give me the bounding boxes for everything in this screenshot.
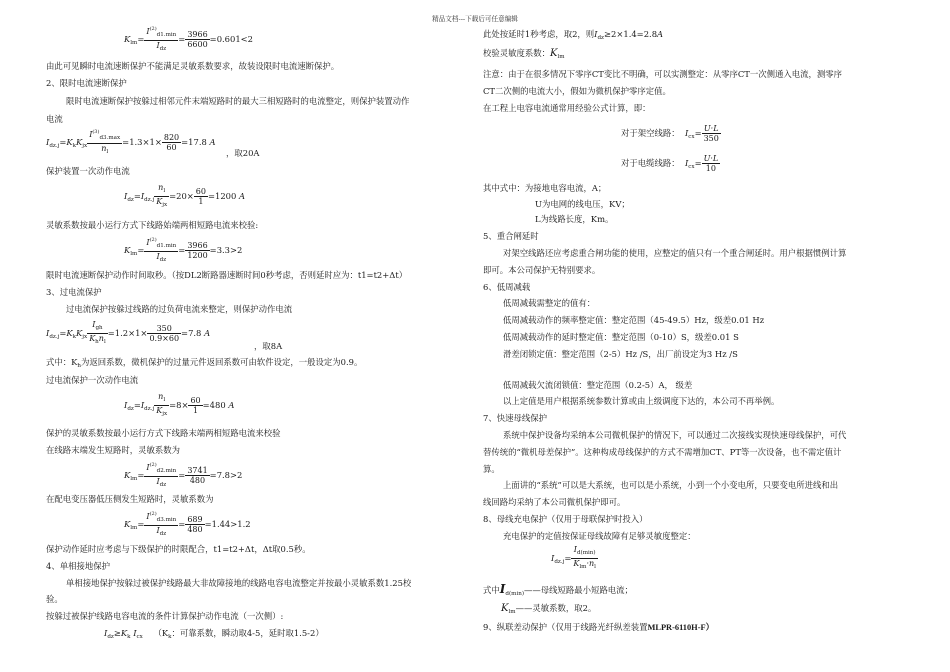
note-8a: ，取8A [254,341,283,351]
paragraph-1: 由此可见瞬时电流速断保护不能满足灵敏系数要求，故装设限时电流速断保护。 [46,61,340,71]
paragraph-11: 在配电变压器低压侧发生短路时，灵敏系数为 [46,494,214,504]
page-header: 精品文档---下载后可任意编辑 [432,15,518,23]
right-paragraph-15: 低周减载动作的延时整定值：整定范围（0-10）S，级差0.01 S [503,332,739,342]
right-paragraph-10: L为线路长度，Km。 [535,214,614,224]
paragraph-9: 保护的灵敏系数按最小运行方式下线路末端两相短路电流来校验 [46,428,281,438]
section-9-heading: 9、纵联差动保护（仅用于线路光纤纵差装置MLPR-6110H-F） [483,622,714,632]
right-paragraph-16: 滑差闭锁定值：整定范围（2-5）Hz /S，出厂前设定为3 Hz /S [503,349,738,359]
formula-klm-3: $K_{lm}=$ $\frac{I^{(2)}_{d2.min}}{I_{dz}}$ = $\frac{3741}{480}$ =7.8>2 [124,462,243,488]
formula-klm-2: $K_{lm}=$ $\frac{I^{(2)}_{d1.min}}{I_{dz}}$ = $\frac{3966}{1200}$ =3.3>2 [124,237,243,263]
right-paragraph-1: 此处按延时1秒考虑，取2，则$I_{dz}\ge 2\times 1.4=2.8A$ [483,29,664,41]
paragraph-2a: 限时电流速断保护按躲过相邻元件末端短路时的最大三相短路时的电流整定，则保护装置动作 [66,96,410,106]
paragraph-2b: 电流 [46,114,63,124]
right-paragraph-3: 注意：由于在很多情况下零序CT变比不明确，可以实测整定：从零序CT一次侧通入电流，测零序 [483,69,842,79]
formula-klm-4: $K_{lm}=$ $\frac{I^{(2)}_{d3.min}}{I_{dz}}$ = $\frac{689}{480}$ =1.44>1.2 [124,511,251,537]
formula-idz-2: $I_{dz}=I_{dz.j}$ $\frac{n_l}{K_{jx}}$ =8× $\frac{60}{1}$ =480 A [124,392,235,417]
section-8-heading: 8、母线充电保护（仅用于母联保护时投入） [483,514,648,524]
formula-idzj-2: $I_{dz.j}=K_kK_{jx}$ $\frac{I_{gh}}{K_hn_l}$ =1.2×1× $\frac{350}{0.9\times 60}$ =7.8 A [46,320,211,345]
right-paragraph-23: 线回路均采纳了本公司微机保护即可。 [483,497,626,507]
note-20a: ，取20A [226,148,260,158]
right-paragraph-4: CT二次侧的电流大小，假如为微机保护零序定值。 [483,86,671,96]
paragraph-8: 过电流保护一次动作电流 [46,375,139,385]
right-paragraph-21: 算。 [483,464,500,474]
right-paragraph-26: 式中$I_{d(min)}——$母线短路最小短路电流； [483,582,633,597]
section-4-heading: 4、单相接地保护 [46,561,110,571]
formula-idz-1: $I_{dz}=I_{dz.j}$ $\frac{n_l}{K_{jx}}$ =20× $\frac{60}{1}$ =1200 A [124,183,246,208]
formula-cable-line: 对于电缆线路： $I_{cx}=$ $\frac{U\cdot L}{10}$ [621,154,719,173]
right-paragraph-17: 低周减载欠流闭锁值：整定范围（0.2-5）A， 级差 [503,380,693,390]
right-paragraph-11: 对架空线路还应考虑重合闸功能的使用，应整定的值只有一个重合闸延时。用户根据惯例计算 [503,248,847,258]
right-paragraph-9: U为电网的线电压，KV； [535,199,630,209]
right-paragraph-13: 低周减载需整定的值有： [503,298,596,308]
right-paragraph-12: 即可。本公司保护无特别要求。 [483,265,601,275]
right-paragraph-14: 低周减载动作的频率整定值：整定范围（45-49.5）Hz，级差0.01 Hz [503,315,765,325]
paragraph-5: 限时电流速断保护动作时间取秒。（按DL2断路器速断时间0秒考虑，否则延时应为：t1=t2+Δt） [46,270,408,280]
formula-idz-kk-icx: $I_{dz}\ge K_k$ $I_{cx}$ （$K_k$：可靠系数，瞬动取4-5，延时取1.5-2） [104,628,324,640]
paragraph-12: 保护动作延时应考虑与下级保护的时限配合，t1=t2+Δt，Δt取0.5秒。 [46,544,311,554]
right-paragraph-8: 其中式中：为接地电容电流，A； [483,183,607,193]
paragraph-15: 按躲过被保护线路电容电流的条件计算保护动作电流（一次侧）: [46,611,284,621]
paragraph-4: 灵敏系数按最小运行方式下线路始端两相短路电流来校验: [46,220,259,230]
section-6-heading: 6、低周减载 [483,282,531,292]
section-7-heading: 7、快速母线保护 [483,413,547,423]
paragraph-6: 过电流保护按躲过线路的过负荷电流来整定，则保护动作电流 [66,304,293,314]
formula-klm-1: $K_{lm}=$ $\frac{I^{(2)}_{d1.min}}{I_{dz}}$ = $\frac{3966}{6600}$ =0.601<2 [124,26,254,52]
right-paragraph-18: 以上定值是用户根据系统参数计算或由上级调度下达的，本公司不再举例。 [503,396,780,406]
paragraph-14: 验。 [46,594,63,604]
right-paragraph-19: 系统中保护设备均采纳本公司微机保护的情况下，可以通过二次接线实现快速母线保护，可代 [503,430,847,440]
right-paragraph-2: 校验灵敏度系数：$K_{lm}$ [483,48,565,60]
right-paragraph-20: 替传统的“微机母差保护”。这种构成母线保护的方式不需增加CT、PT等一次设备，也不需定值计 [483,447,842,457]
right-paragraph-27: $K_{lm}——$灵敏系数，取2。 [501,603,597,615]
right-paragraph-24: 充电保护的定值按保证母线故障有足够灵敏度整定： [503,531,696,541]
section-2-heading: 2、限时电流速断保护 [46,78,127,88]
right-paragraph-5: 在工程上电容电流通常用经验公式计算，即： [483,103,651,113]
section-3-heading: 3、过电流保护 [46,287,102,297]
right-paragraph-22: 上面讲的“系统”可以是大系统，也可以是小系统，小到一个小变电所，只要变电所进线和出 [503,480,839,490]
formula-charge-protection: $I_{dz.j}=$ $\frac{I_{d(min)}}{K_{lm}\cdot n_l}$ [551,545,596,570]
paragraph-13: 单相接地保护按躲过被保护线路最大非故障接地的线路电容电流整定并按最小灵敏系数1.25校 [66,578,412,588]
paragraph-7: 式中：$K_h$为返回系数，微机保护的过量元件返回系数可由软件设定，一般设定为0.9。 [46,357,363,369]
section-5-heading: 5、重合闸延时 [483,231,539,241]
formula-overhead-line: 对于架空线路： $I_{cx}=$ $\frac{U\cdot L}{350}$ [621,124,719,143]
formula-idzj-1: $I_{dz.j}=K_kK_{jx}$ $\frac{I^{(3)}_{d3.max}}{n_l}$ =1.3×1× $\frac{820}{60}$ =17.8 A [46,129,216,155]
paragraph-3: 保护装置一次动作电流 [46,166,130,176]
paragraph-10: 在线路末端发生短路时，灵敏系数为 [46,445,180,455]
